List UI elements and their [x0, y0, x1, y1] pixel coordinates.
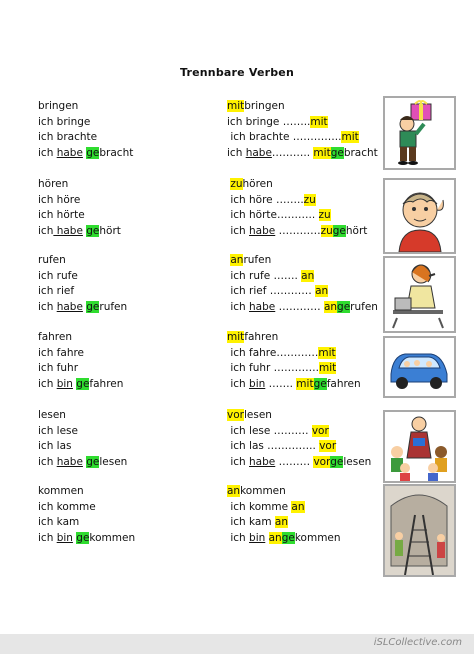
- family-car-picture: [383, 336, 456, 398]
- verb-line: [227, 439, 371, 455]
- verb-line: [227, 253, 378, 269]
- verb-left-column-block: [38, 408, 127, 470]
- verb-text: ich: [38, 531, 57, 544]
- auxiliary-verb: habe: [249, 224, 276, 237]
- verb-text: ich: [227, 455, 250, 468]
- footer-bar: [0, 634, 474, 654]
- verb-text: ich lese: [38, 424, 78, 437]
- verb-text: ………: [275, 455, 314, 468]
- verb-right-column-block: [227, 484, 341, 546]
- verb-line: [227, 130, 378, 146]
- ge-prefix: ge: [330, 455, 344, 468]
- verb-right-column-block: [227, 177, 367, 239]
- verb-line: [227, 300, 378, 316]
- verb-line: [227, 500, 341, 516]
- verb-text: fahren: [244, 331, 279, 343]
- auxiliary-verb: habe: [53, 224, 83, 237]
- verb-line: [227, 346, 361, 362]
- verb-text: bracht: [343, 146, 378, 159]
- verb-text: bringen: [38, 100, 79, 112]
- verb-text: ich: [38, 146, 57, 159]
- verb-text: ich: [38, 224, 54, 237]
- separable-prefix: an: [301, 269, 315, 282]
- verb-line: [38, 300, 127, 316]
- separable-prefix: mit: [341, 131, 359, 144]
- reading-teacher-picture: [383, 410, 456, 483]
- separable-prefix: mit: [310, 115, 328, 128]
- verb-text: fahren: [89, 377, 124, 390]
- separable-prefix: vor: [311, 424, 329, 437]
- verb-text: ich höre: [38, 193, 81, 206]
- separable-prefix: mit: [296, 377, 314, 390]
- separable-prefix: vor: [313, 455, 331, 468]
- verb-left-column-block: [38, 99, 133, 161]
- verb-text: ich las: [38, 440, 72, 453]
- listening-boy-picture: [383, 178, 456, 254]
- phone-woman-picture: [383, 256, 456, 333]
- verb-text: ich: [227, 300, 250, 313]
- verb-text: lesen: [99, 455, 128, 468]
- verb-line: [227, 515, 341, 531]
- verb-right-column-block: [227, 330, 361, 392]
- ge-prefix: ge: [76, 377, 90, 390]
- auxiliary-verb: habe: [56, 300, 83, 313]
- verb-text: …………: [275, 224, 321, 237]
- verb-text: ich bringe: [38, 115, 91, 128]
- verb-text: ich fahre: [38, 346, 85, 359]
- separable-prefix: an: [227, 485, 241, 497]
- verb-text: ich: [38, 300, 57, 313]
- verb-text: ich fuhr ………….: [227, 362, 320, 375]
- verb-text: ich brachte …………..: [227, 131, 342, 144]
- verb-line: [38, 130, 133, 146]
- verb-line: [38, 269, 127, 285]
- ge-prefix: ge: [330, 146, 344, 159]
- separable-prefix: vor: [227, 409, 244, 421]
- verb-line: [38, 455, 127, 471]
- verb-left-column-block: [38, 330, 123, 392]
- separable-prefix: an: [291, 500, 305, 513]
- verb-line: [227, 177, 367, 193]
- verb-line: [38, 361, 123, 377]
- verb-text: ich las …………..: [227, 440, 320, 453]
- verb-line: [38, 330, 123, 346]
- verb-line: [38, 408, 127, 424]
- auxiliary-verb: bin: [249, 531, 266, 544]
- auxiliary-verb: bin: [56, 531, 73, 544]
- verb-line: [38, 439, 127, 455]
- verb-line: [227, 99, 378, 115]
- auxiliary-verb: habe: [56, 146, 83, 159]
- verb-line: [38, 346, 123, 362]
- verb-line: [38, 253, 127, 269]
- auxiliary-verb: habe: [245, 146, 272, 159]
- verb-line: [227, 224, 367, 240]
- verb-text: rufen: [99, 300, 128, 313]
- verb-text: kommen: [294, 531, 341, 544]
- verb-text: ich rief …………: [227, 285, 316, 298]
- separable-prefix: zu: [320, 224, 333, 237]
- separable-prefix: zu: [303, 193, 316, 206]
- verb-text: bracht: [99, 146, 134, 159]
- verb-line: [227, 115, 378, 131]
- auxiliary-verb: habe: [56, 455, 83, 468]
- verb-text: lesen: [343, 455, 372, 468]
- verb-left-column-block: [38, 177, 121, 239]
- auxiliary-verb: habe: [249, 455, 276, 468]
- verb-text: ich höre ……..: [227, 193, 304, 206]
- separable-prefix: mit: [313, 146, 331, 159]
- verb-line: [227, 531, 341, 547]
- verb-text: kommen: [89, 531, 136, 544]
- verb-line: [227, 284, 378, 300]
- verb-text: ich: [227, 146, 246, 159]
- verb-text: ich kam: [227, 516, 275, 529]
- verb-text: hört: [345, 224, 368, 237]
- separable-prefix: zu: [318, 209, 331, 222]
- verb-line: [38, 193, 121, 209]
- verb-line: [38, 284, 127, 300]
- verb-text: ich hörte………..: [227, 209, 319, 222]
- verb-text: rufen: [38, 254, 66, 266]
- verb-line: [227, 208, 367, 224]
- verb-line: [38, 224, 121, 240]
- verb-line: [38, 115, 133, 131]
- verb-text: ich: [227, 224, 250, 237]
- verb-left-column-block: [38, 253, 127, 315]
- verb-text: ich fahre…………: [227, 346, 319, 359]
- verb-line: [38, 177, 121, 193]
- verb-text: ich hörte: [38, 209, 85, 222]
- separable-prefix: mit: [227, 100, 245, 112]
- verb-text: hören: [242, 178, 273, 190]
- verb-text: ich rufe: [38, 269, 78, 282]
- verb-text: ………..: [271, 146, 314, 159]
- verb-text: ich komme: [227, 500, 292, 513]
- verb-text: ich: [38, 377, 57, 390]
- verb-text: fahren: [326, 377, 361, 390]
- verb-line: [227, 408, 371, 424]
- ge-prefix: ge: [281, 531, 295, 544]
- verb-left-column-block: [38, 484, 135, 546]
- verb-text: ich komme: [38, 500, 96, 513]
- gift-boy-picture: [383, 96, 456, 170]
- separable-prefix: mit: [319, 362, 337, 375]
- verb-text: ich: [227, 531, 250, 544]
- ge-prefix: ge: [86, 300, 100, 313]
- verb-text: lesen: [38, 409, 66, 421]
- auxiliary-verb: bin: [249, 377, 266, 390]
- page-title: Trennbare Verben: [179, 66, 295, 79]
- verb-text: lesen: [243, 409, 272, 421]
- verb-line: [227, 193, 367, 209]
- auxiliary-verb: habe: [249, 300, 276, 313]
- verb-text: hören: [38, 178, 69, 190]
- ge-prefix: ge: [86, 224, 100, 237]
- verb-line: [38, 377, 123, 393]
- verb-line: [227, 455, 371, 471]
- verb-line: [227, 424, 371, 440]
- ge-prefix: ge: [337, 300, 351, 313]
- verb-text: ich brachte: [38, 131, 98, 144]
- verb-line: [38, 208, 121, 224]
- ge-prefix: ge: [86, 146, 100, 159]
- verb-line: [38, 424, 127, 440]
- verb-text: ich kam: [38, 516, 80, 529]
- separable-prefix: an: [315, 285, 329, 298]
- verb-line: [227, 361, 361, 377]
- verb-text: ich: [227, 377, 250, 390]
- verb-text: bringen: [244, 100, 285, 112]
- verb-line: [38, 146, 133, 162]
- verb-text: ich rufe …….: [227, 269, 302, 282]
- train-station-picture: [383, 484, 456, 577]
- verb-text: ich: [38, 455, 57, 468]
- ge-prefix: ge: [86, 455, 100, 468]
- separable-prefix: an: [274, 516, 289, 529]
- verb-text: …….: [265, 377, 297, 390]
- verb-line: [227, 269, 378, 285]
- verb-text: ich bringe ……..: [227, 115, 311, 128]
- verb-line: [38, 484, 135, 500]
- ge-prefix: ge: [332, 224, 346, 237]
- verb-text: ich fuhr: [38, 362, 79, 375]
- verb-text: fahren: [38, 331, 72, 343]
- verb-line: [38, 531, 135, 547]
- verb-text: rufen: [350, 300, 378, 313]
- verb-text: hört: [99, 224, 121, 237]
- verb-right-column-block: [227, 253, 378, 315]
- ge-prefix: ge: [313, 377, 327, 390]
- separable-prefix: mit: [318, 346, 336, 359]
- verb-right-column-block: [227, 99, 378, 161]
- verb-text: …………: [275, 300, 324, 313]
- separable-prefix: an: [323, 300, 338, 313]
- verb-line: [227, 146, 378, 162]
- separable-prefix: an: [230, 254, 244, 266]
- verb-text: kommen: [38, 485, 84, 497]
- verb-text: kommen: [240, 485, 286, 497]
- separable-prefix: mit: [227, 331, 245, 343]
- verb-line: [227, 377, 361, 393]
- verb-line: [38, 99, 133, 115]
- separable-prefix: vor: [319, 440, 337, 453]
- verb-line: [38, 500, 135, 516]
- verb-right-column-block: [227, 408, 371, 470]
- verb-line: [227, 484, 341, 500]
- footer-watermark: iSLCollective.com: [373, 637, 462, 648]
- auxiliary-verb: bin: [56, 377, 73, 390]
- verb-text: ich rief: [38, 285, 75, 298]
- separable-prefix: zu: [230, 178, 243, 190]
- verb-text: rufen: [243, 254, 272, 266]
- ge-prefix: ge: [76, 531, 90, 544]
- verb-line: [227, 330, 361, 346]
- separable-prefix: an: [268, 531, 282, 544]
- verb-line: [38, 515, 135, 531]
- verb-text: ich lese ……….: [227, 424, 312, 437]
